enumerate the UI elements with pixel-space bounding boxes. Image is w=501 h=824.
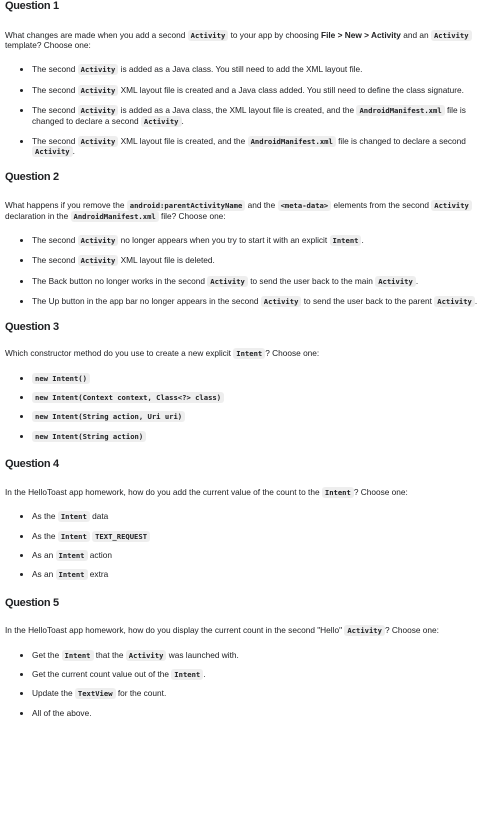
option-item: • The second Activity XML layout file is deleted. [32,255,497,265]
question-3 [5,321,497,442]
question-title: Question 5 [5,596,59,609]
code-span: Activity [78,105,119,116]
code-span: Intent [56,569,88,580]
code-span: Activity [434,296,475,307]
code-span: new Intent() [32,373,90,384]
code-span: Intent [330,235,362,246]
code-span: AndroidManifest.xml [248,136,336,147]
option-item: • All of the above. [32,708,497,718]
question-prompt: What changes are made when you add a second Activity to your app by choosing File > New > Activity and an Activity template? Choose one: [5,30,497,51]
code-span: Activity [375,276,416,287]
question-title: Question 4 [5,458,59,471]
options-list [5,511,497,579]
code-span: Intent [233,348,265,359]
code-span: AndroidManifest.xml [71,211,159,222]
option-item [32,373,497,383]
question-prompt: In the HelloToast app homework, how do you add the current value of the count to the Intent ? Choose one: [5,486,408,497]
option-item: • As an Intent action [32,550,497,560]
option-item: • The second Activity XML layout file is created and a Java class added. You still need to define the class signature. [32,85,497,95]
code-span: Intent [171,669,203,680]
question-prompt: Which constructor method do you use to create a new explicit Intent ? Choose one: [5,348,320,359]
code-span: Intent [56,550,88,561]
code-span: new Intent(String action) [32,431,146,442]
code-span: TEXT_REQUEST [92,531,150,542]
code-span: Activity [78,85,119,96]
question-1 [5,0,497,157]
option-item: • The second Activity is added as a Java class, the XML layout file is created, and the AndroidManifest.xml file is changed to declare a second Activity . [32,105,497,126]
question-title: Question 1 [5,0,59,12]
question-title: Question 3 [5,320,59,333]
code-span: Activity [126,650,167,661]
option-item: • The second Activity is added as a Java class. You still need to add the XML layout file. [32,64,497,74]
code-span: Activity [207,276,248,287]
question-prompt: What happens if you remove the android:parentActivityName and the <meta-data> elements from the second Activity declaration in the AndroidManifest.xml file? Choose one: [5,200,497,221]
option-item: • As an Intent extra [32,569,497,579]
code-span: TextView [75,688,116,699]
code-span: Intent [62,650,94,661]
question-2 [5,171,497,307]
code-span: Intent [58,511,90,522]
option-item [32,431,497,441]
options-list [5,235,497,306]
options-list [5,373,497,441]
code-span: Activity [32,146,73,157]
option-item: • The Back button no longer works in the second Activity to send the user back to the main Activity . [32,276,497,286]
option-item: • The Up button in the app bar no longer appears in the second Activity to send the user back to the parent Activity . [32,296,497,306]
code-span: Activity [344,625,385,636]
code-span: new Intent(Context context, Class<?> class) [32,392,224,403]
option-item [32,392,497,402]
code-span: Activity [78,136,119,147]
code-span: Activity [78,255,119,266]
question-title: Question 2 [5,170,59,183]
code-span: Activity [78,235,119,246]
option-item: • As the Intent TEXT_REQUEST [32,531,497,541]
options-list [5,64,497,156]
code-span: <meta-data> [278,200,332,211]
code-span: Intent [58,531,90,542]
code-span: AndroidManifest.xml [356,105,444,116]
options-list [5,650,497,718]
option-item: • Get the current count value out of the Intent . [32,669,497,679]
code-span: Activity [261,296,302,307]
code-span: Activity [431,30,472,41]
code-span: android:parentActivityName [127,200,246,211]
option-item: • The second Activity no longer appears when you try to start it with an explicit Intent . [32,235,497,245]
option-item: • The second Activity XML layout file is created, and the AndroidManifest.xml file is changed to declare a second Activity . [32,136,497,157]
question-5 [5,597,497,719]
code-span: Intent [322,487,354,498]
code-span: Activity [78,64,119,75]
question-prompt: In the HelloToast app homework, how do you display the current count in the second "Hello" Activity ? Choose one: [5,625,439,636]
code-span: Activity [141,116,182,127]
bold-text: File > New > Activity [321,29,401,40]
option-item: • Get the Intent that the Activity was launched with. [32,650,497,660]
code-span: new Intent(String action, Uri uri) [32,411,185,422]
code-span: Activity [431,200,472,211]
code-span: Activity [188,30,229,41]
option-item: • As the Intent data [32,511,497,521]
question-4 [5,458,497,580]
option-item [32,411,497,421]
option-item: • Update the TextView for the count. [32,688,497,698]
